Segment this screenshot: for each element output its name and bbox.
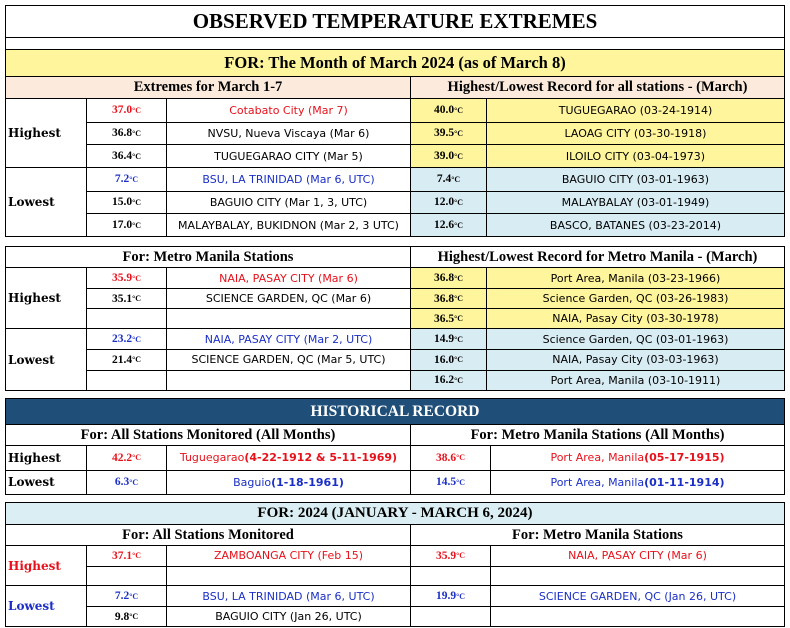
section1-highest-row xyxy=(86,144,784,167)
section2-highest-row xyxy=(86,268,784,288)
degree-unit: °C xyxy=(132,220,142,230)
degree-unit: °C xyxy=(132,334,142,344)
section1-lowest-temp xyxy=(86,168,166,191)
year2024-title: FOR: 2024 (JANUARY - MARCH 6, 2024) xyxy=(257,505,533,521)
section2-lowest-temp-value: 23.2 xyxy=(111,333,133,346)
degree-unit: °C xyxy=(132,273,142,283)
historical-mm-temp xyxy=(410,446,490,470)
section1-lowest-record-station: BAGUIO CITY (03-01-1963) xyxy=(486,168,784,191)
degree-unit: °C xyxy=(454,220,464,230)
section2-highest-temp-value: 35.1 xyxy=(111,292,133,305)
section1-lowest-row xyxy=(86,168,784,191)
section1-lowest-group xyxy=(6,167,784,236)
spacer-row xyxy=(6,37,784,49)
section1-left-header: Extremes for March 1-7 xyxy=(6,77,410,98)
section1-highest-row xyxy=(86,99,784,122)
year2024-highest-temp xyxy=(86,546,166,566)
historical-mm-station-name: Port Area, Manila xyxy=(550,451,645,465)
historical-station xyxy=(166,446,410,470)
section2-lowest-row xyxy=(86,329,784,349)
degree-unit: °C xyxy=(454,314,464,323)
year2024-highest-mm-temp xyxy=(410,546,490,566)
year2024-lowest-temp xyxy=(86,607,166,626)
degree-unit: °C xyxy=(132,128,142,138)
historical-station-date: (1-18-1961) xyxy=(271,475,344,489)
historical-station-date: (4-22-1912 & 5-11-1969) xyxy=(244,451,398,465)
degree-unit: °C xyxy=(132,453,142,463)
historical-mm-station-date: (05-17-1915) xyxy=(644,451,725,465)
section1-lowest-temp-value: 17.0 xyxy=(111,219,133,232)
section1-lowest-record-temp xyxy=(410,192,486,214)
month-header-row xyxy=(6,49,784,76)
year2024-lowest-temp-value: 9.8 xyxy=(114,610,130,623)
section2-highest-record-station: Port Area, Manila (03-23-1966) xyxy=(486,268,784,288)
year2024-highest-temp-value: 37.1 xyxy=(111,549,133,562)
section1-lowest-row xyxy=(86,191,784,214)
march-block xyxy=(5,5,785,237)
year2024-lowest-mm-station xyxy=(490,607,784,626)
degree-unit: °C xyxy=(454,375,464,385)
year2024-block xyxy=(5,502,785,627)
degree-unit: °C xyxy=(132,197,142,207)
section1-highest-station: Cotabato City (Mar 7) xyxy=(166,99,410,122)
year2024-lowest-mm-temp xyxy=(410,607,490,626)
section2-highest-temp xyxy=(86,289,166,308)
year2024-highest-group xyxy=(6,545,784,585)
metro-manila-block xyxy=(5,246,785,391)
section1-header-row xyxy=(6,76,784,98)
year2024-highest-temp xyxy=(86,567,166,586)
historical-mm-station xyxy=(490,471,784,495)
section1-lowest-station: BSU, LA TRINIDAD (Mar 6, UTC) xyxy=(166,168,410,191)
section2-lowest-record-temp xyxy=(410,329,486,349)
historical-title: HISTORICAL RECORD xyxy=(310,402,480,420)
section2-highest-record-temp xyxy=(410,309,486,328)
year2024-header-row xyxy=(6,524,784,545)
section1-highest-record-temp-value: 39.5 xyxy=(433,127,455,140)
section1-highest-record-temp xyxy=(410,99,486,122)
historical-station xyxy=(166,471,410,495)
year2024-lowest-station: BSU, LA TRINIDAD (Mar 6, UTC) xyxy=(166,586,410,606)
year2024-left-header: For: All Stations Monitored xyxy=(122,526,294,543)
section2-lowest-row xyxy=(86,349,784,369)
historical-station-name: Tuguegarao xyxy=(179,451,245,465)
section1-highest-temp-value: 37.0 xyxy=(111,104,133,117)
year2024-lowest-mm-temp xyxy=(410,586,490,606)
section2-lowest-station xyxy=(166,371,410,390)
historical-label: Lowest xyxy=(8,475,55,490)
section1-highest-row xyxy=(86,122,784,145)
degree-unit: °C xyxy=(456,551,466,561)
section2-highest-station: SCIENCE GARDEN, QC (Mar 6) xyxy=(166,289,410,308)
historical-block xyxy=(5,398,785,495)
year2024-lowest-mm-temp-value: 19.9 xyxy=(435,590,457,602)
section2-lowest-record-temp xyxy=(410,350,486,369)
historical-mm-temp xyxy=(410,471,490,495)
section2-highest-record-temp-value: 36.5 xyxy=(433,312,455,325)
section1-lowest-label: Lowest xyxy=(8,195,55,209)
degree-unit: °C xyxy=(129,477,139,487)
section1-lowest-station: BAGUIO CITY (Mar 1, 3, UTC) xyxy=(166,192,410,214)
section2-highest-group xyxy=(6,267,784,328)
year2024-highest-mm-temp xyxy=(410,567,490,586)
year2024-highest-mm-station: NAIA, PASAY CITY (Mar 6) xyxy=(490,546,784,566)
historical-mm-station-date: (01-11-1914) xyxy=(644,475,725,489)
historical-label: Highest xyxy=(8,450,61,465)
section2-header-row xyxy=(6,247,784,267)
degree-unit: °C xyxy=(454,151,464,161)
degree-unit: °C xyxy=(132,105,142,115)
section2-highest-row xyxy=(86,288,784,308)
year2024-lowest-temp-value: 7.2 xyxy=(114,590,130,602)
section1-lowest-row xyxy=(86,213,784,236)
section1-lowest-record-temp-value: 7.4 xyxy=(436,173,452,186)
section1-highest-temp xyxy=(86,99,166,122)
section1-highest-record-station: LAOAG CITY (03-30-1918) xyxy=(486,123,784,145)
section1-highest-record-temp-value: 39.0 xyxy=(433,150,455,163)
section2-highest-record-temp xyxy=(410,289,486,308)
historical-right-header: For: Metro Manila Stations (All Months) xyxy=(410,425,784,445)
historical-row xyxy=(6,445,784,470)
section2-lowest-record-temp-value: 16.0 xyxy=(433,353,455,366)
degree-unit: °C xyxy=(129,612,139,621)
section1-lowest-record-temp-value: 12.6 xyxy=(433,219,455,232)
historical-temp-value: 6.3 xyxy=(114,476,130,489)
degree-unit: °C xyxy=(454,273,464,283)
section1-right-header: Highest/Lowest Record for all stations - (March) xyxy=(410,77,784,98)
year2024-highest-mm-station xyxy=(490,567,784,586)
section2-lowest-row xyxy=(86,370,784,390)
section1-highest-record-temp xyxy=(410,145,486,167)
section1-highest-record-temp-value: 40.0 xyxy=(433,104,455,117)
degree-unit: °C xyxy=(129,591,139,601)
section1-highest-temp xyxy=(86,145,166,167)
section1-highest-station: NVSU, Nueva Viscaya (Mar 6) xyxy=(166,123,410,145)
section2-highest-station: NAIA, PASAY CITY (Mar 6) xyxy=(166,268,410,288)
degree-unit: °C xyxy=(451,174,461,184)
section1-highest-group xyxy=(6,98,784,167)
section2-lowest-station: NAIA, PASAY CITY (Mar 2, UTC) xyxy=(166,329,410,349)
section2-highest-record-station: Science Garden, QC (03-26-1983) xyxy=(486,289,784,308)
section1-highest-record-station: ILOILO CITY (03-04-1973) xyxy=(486,145,784,167)
section1-lowest-record-temp xyxy=(410,214,486,236)
historical-temp-value: 42.2 xyxy=(111,451,133,464)
year2024-lowest-mm-station: SCIENCE GARDEN, QC (Jan 26, UTC) xyxy=(490,586,784,606)
section2-lowest-record-station: Port Area, Manila (03-10-1911) xyxy=(486,371,784,390)
historical-mm-temp-value: 14.5 xyxy=(435,476,457,489)
year2024-highest-station xyxy=(166,567,410,586)
section1-lowest-temp-value: 15.0 xyxy=(111,196,133,209)
year2024-highest-label: Highest xyxy=(8,558,61,573)
degree-unit: °C xyxy=(456,477,466,487)
degree-unit: °C xyxy=(132,294,142,303)
year2024-lowest-temp xyxy=(86,586,166,606)
section1-lowest-record-temp xyxy=(410,168,486,191)
degree-unit: °C xyxy=(454,334,464,344)
section1-highest-temp-value: 36.4 xyxy=(111,150,133,163)
section2-lowest-temp xyxy=(86,371,166,390)
degree-unit: °C xyxy=(454,355,464,365)
historical-mm-station-name: Port Area, Manila xyxy=(550,475,645,489)
degree-unit: °C xyxy=(454,105,464,115)
section2-lowest-label: Lowest xyxy=(8,352,55,367)
section2-lowest-temp xyxy=(86,350,166,369)
section2-highest-label: Highest xyxy=(8,291,61,305)
section1-lowest-record-station: BASCO, BATANES (03-23-2014) xyxy=(486,214,784,236)
year2024-highest-row xyxy=(86,546,784,566)
degree-unit: °C xyxy=(454,294,464,303)
historical-temp xyxy=(86,446,166,470)
degree-unit: °C xyxy=(454,128,464,138)
section1-highest-temp xyxy=(86,123,166,145)
year2024-title-row xyxy=(6,503,784,524)
degree-unit: °C xyxy=(456,453,466,463)
section2-lowest-record-temp-value: 16.2 xyxy=(433,374,455,387)
section2-highest-record-temp-value: 36.8 xyxy=(433,272,455,284)
section1-highest-record-temp xyxy=(410,123,486,145)
section1-lowest-temp-value: 7.2 xyxy=(114,173,130,186)
historical-left-header: For: All Stations Monitored (All Months) xyxy=(80,426,336,443)
section2-lowest-station: SCIENCE GARDEN, QC (Mar 5, UTC) xyxy=(166,350,410,369)
degree-unit: °C xyxy=(456,591,466,601)
section2-lowest-group xyxy=(6,328,784,390)
year2024-lowest-label: Lowest xyxy=(8,599,55,613)
year2024-lowest-row xyxy=(86,606,784,626)
section1-highest-label: Highest xyxy=(8,126,61,140)
section2-highest-record-station: NAIA, Pasay City (03-30-1978) xyxy=(486,309,784,328)
degree-unit: °C xyxy=(132,355,142,365)
year2024-right-header: For: Metro Manila Stations xyxy=(410,525,784,545)
section2-lowest-temp-value: 21.4 xyxy=(111,353,133,366)
section2-highest-station xyxy=(166,309,410,328)
section1-lowest-temp xyxy=(86,192,166,214)
historical-header-row xyxy=(6,424,784,445)
month-header: FOR: The Month of March 2024 (as of March 8) xyxy=(224,53,566,72)
degree-unit: °C xyxy=(132,151,142,161)
historical-title-row xyxy=(6,399,784,424)
historical-station-name: Baguio xyxy=(233,475,272,489)
degree-unit: °C xyxy=(454,197,464,207)
year2024-highest-row xyxy=(86,566,784,586)
historical-mm-station xyxy=(490,446,784,470)
section2-highest-temp-value: 35.9 xyxy=(111,272,133,284)
section2-lowest-record-temp xyxy=(410,371,486,390)
section2-lowest-temp xyxy=(86,329,166,349)
page-title: OBSERVED TEMPERATURE EXTREMES xyxy=(192,9,598,33)
section2-left-header: For: Metro Manila Stations xyxy=(122,248,294,265)
section2-highest-record-temp xyxy=(410,268,486,288)
section2-highest-temp xyxy=(86,309,166,328)
year2024-highest-mm-temp-value: 35.9 xyxy=(435,549,457,562)
section2-lowest-record-temp-value: 14.9 xyxy=(433,333,455,346)
section2-highest-temp xyxy=(86,268,166,288)
title-row xyxy=(6,6,784,37)
degree-unit: °C xyxy=(132,551,142,561)
section2-lowest-record-station: NAIA, Pasay City (03-03-1963) xyxy=(486,350,784,369)
year2024-lowest-station: BAGUIO CITY (Jan 26, UTC) xyxy=(166,607,410,626)
section1-highest-station: TUGUEGARAO CITY (Mar 5) xyxy=(166,145,410,167)
degree-unit: °C xyxy=(129,174,139,184)
year2024-highest-station: ZAMBOANGA CITY (Feb 15) xyxy=(166,546,410,566)
year2024-lowest-group xyxy=(6,585,784,626)
section1-lowest-record-temp-value: 12.0 xyxy=(433,196,455,209)
historical-row xyxy=(6,470,784,495)
historical-mm-temp-value: 38.6 xyxy=(435,451,457,464)
year2024-lowest-row xyxy=(86,586,784,606)
section1-highest-record-station: TUGUEGARAO (03-24-1914) xyxy=(486,99,784,122)
section1-lowest-station: MALAYBALAY, BUKIDNON (Mar 2, 3 UTC) xyxy=(166,214,410,236)
section2-highest-record-temp-value: 36.8 xyxy=(433,292,455,305)
section2-highest-row xyxy=(86,308,784,328)
section1-lowest-temp xyxy=(86,214,166,236)
section1-highest-temp-value: 36.8 xyxy=(111,127,133,140)
section1-lowest-record-station: MALAYBALAY (03-01-1949) xyxy=(486,192,784,214)
section2-lowest-record-station: Science Garden, QC (03-01-1963) xyxy=(486,329,784,349)
historical-temp xyxy=(86,471,166,495)
section2-right-header: Highest/Lowest Record for Metro Manila - (March) xyxy=(410,247,784,267)
